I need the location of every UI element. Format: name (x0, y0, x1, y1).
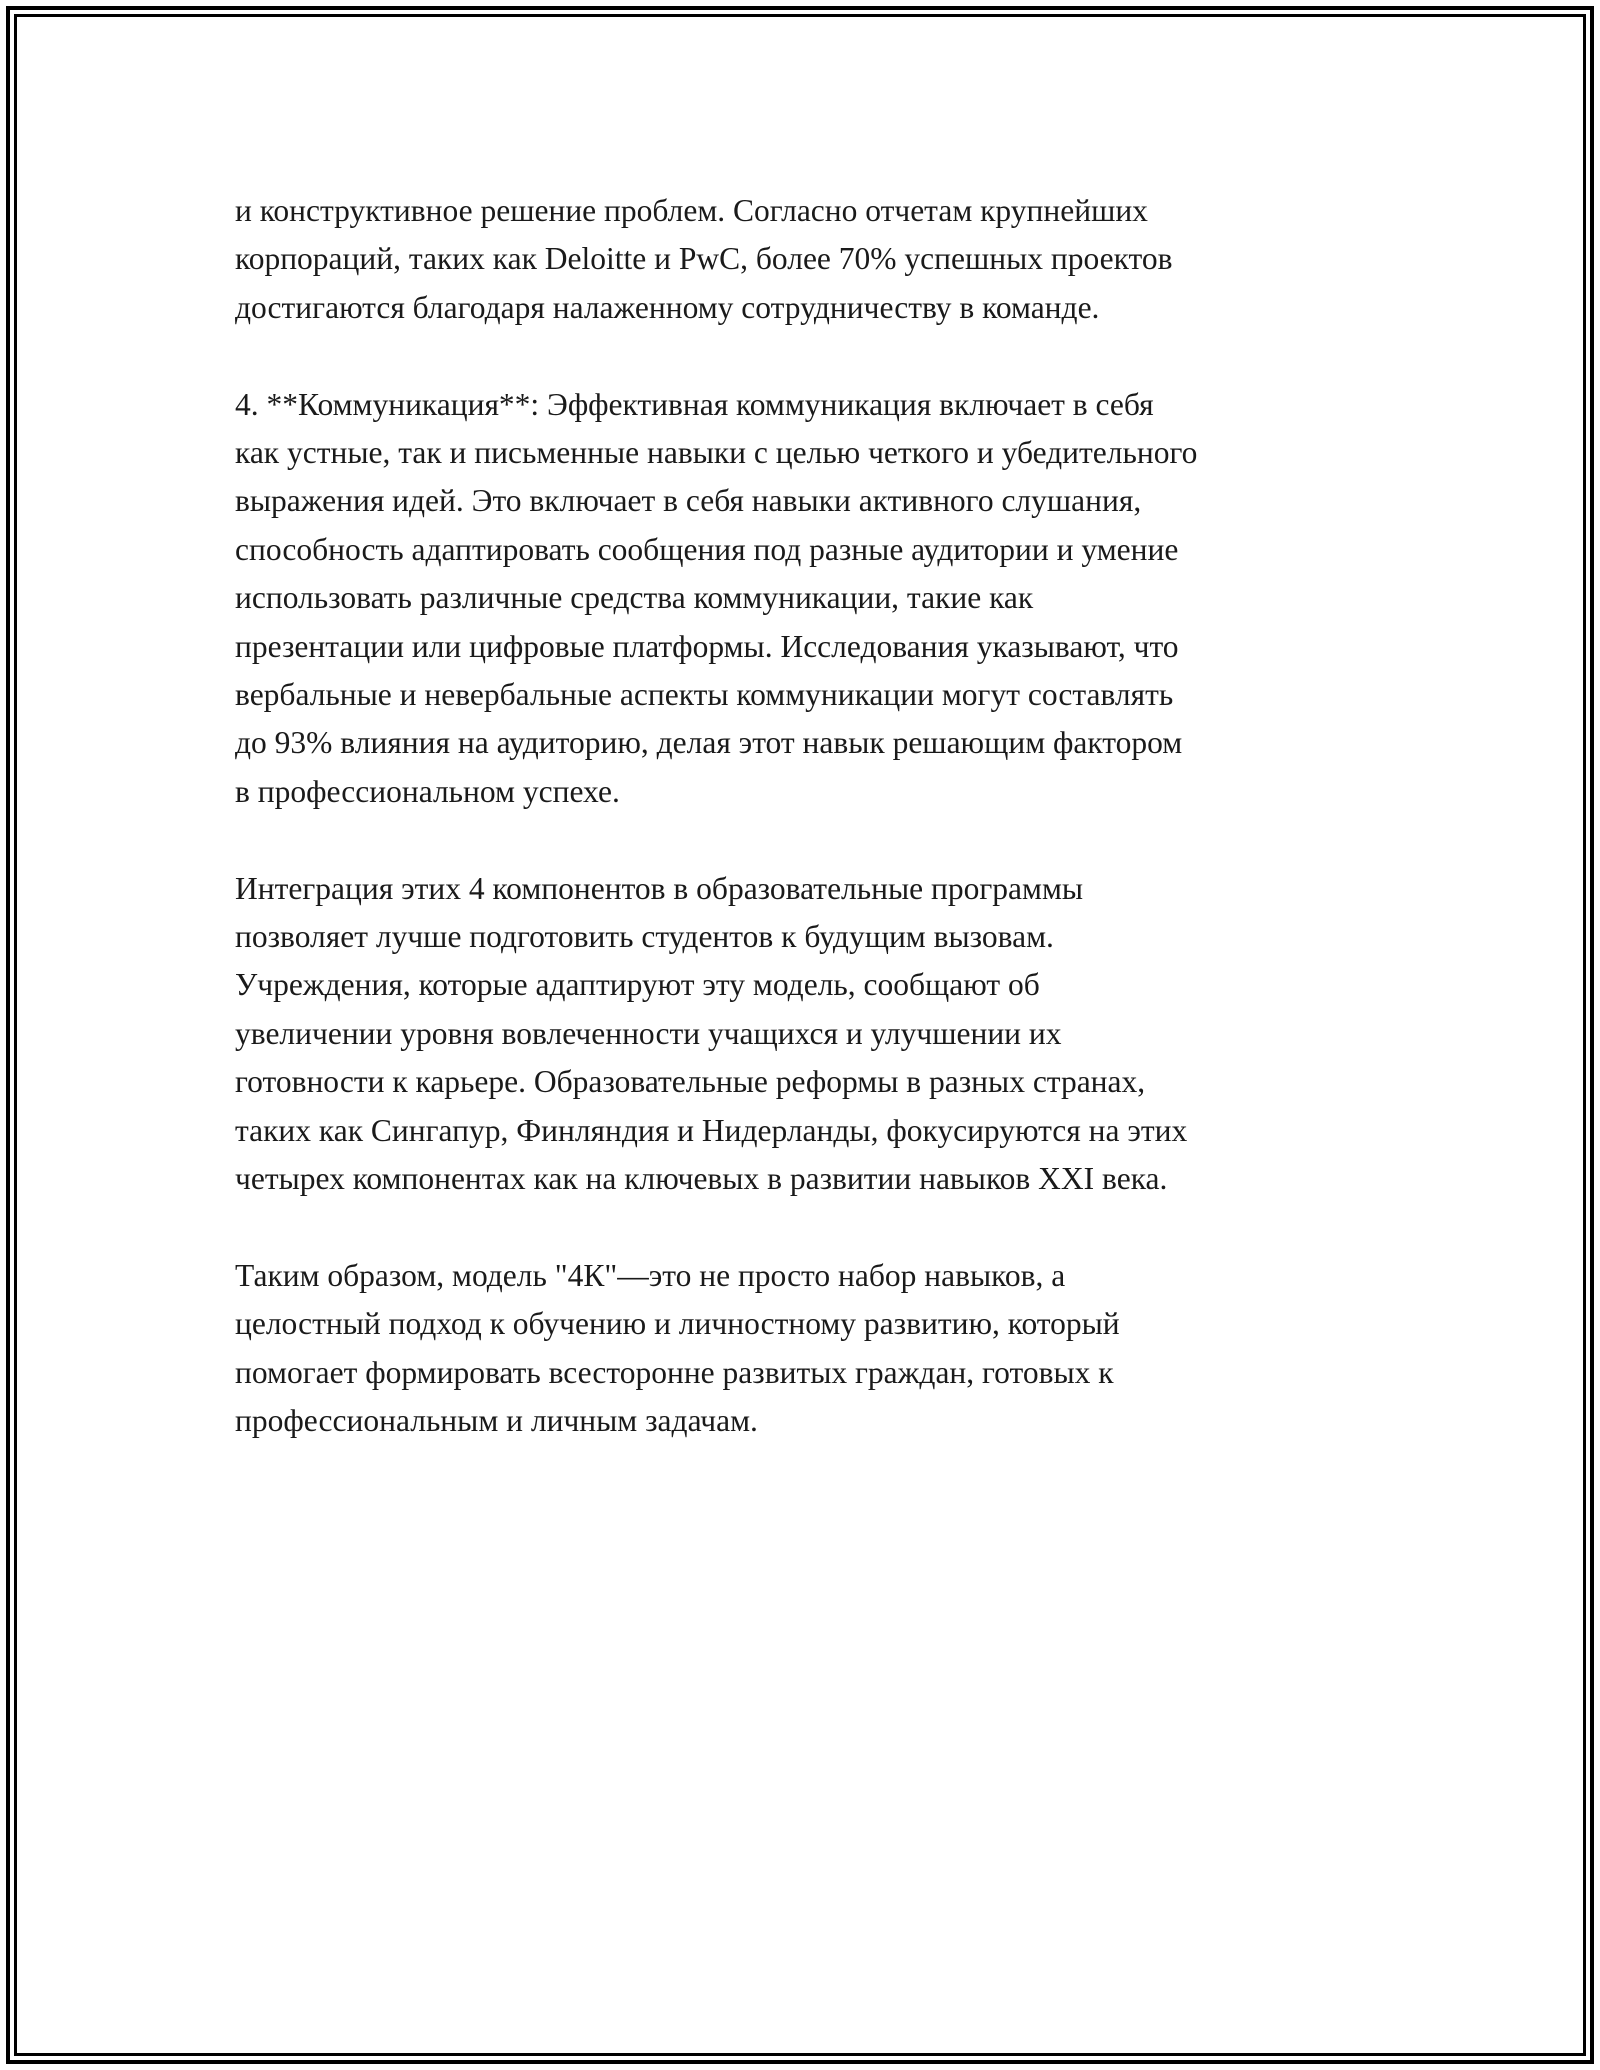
text-line: и конструктивное решение проблем. Согласно отчетам крупнейших (235, 193, 1148, 228)
paragraph-collaboration-conclusion (235, 187, 1375, 332)
text-line: профессиональным и личным задачам. (235, 1403, 758, 1439)
text-line: презентации или цифровые платформы. Исследования указывают, что (235, 628, 1179, 664)
text-line: 4. **Коммуникация**: Эффективная коммуникация включает в себя (235, 386, 1154, 422)
text-line: Таким образом, модель "4К"—это не просто набор навыков, а (235, 1257, 1066, 1293)
text-line: достигаются благодаря налаженному сотрудничеству в команде. (235, 289, 1100, 325)
text-line: в профессиональном успехе. (235, 773, 620, 809)
text-line: увеличении уровня вовлеченности учащихся и улучшении их (235, 1015, 1062, 1051)
text-line: вербальные и невербальные аспекты коммуникации могут составлять (235, 677, 1174, 713)
paragraph-communication (235, 381, 1375, 817)
document-body (235, 187, 1375, 1494)
text-line: четырех компонентах как на ключевых в развитии навыков XXI века. (235, 1161, 1168, 1197)
text-line: целостный подход к обучению и личностному развитию, который (235, 1306, 1120, 1342)
paragraph-integration (235, 865, 1375, 1204)
text-line: корпораций, таких как Deloitte и PwC, более 70% успешных проектов (235, 241, 1173, 277)
text-line: готовности к карьере. Образовательные реформы в разных странах, (235, 1064, 1146, 1100)
text-line: Учреждения, которые адаптируют эту модель, сообщают об (235, 967, 1040, 1003)
text-line: Интеграция этих 4 компонентов в образовательные программы (235, 870, 1084, 906)
paragraph-summary (235, 1252, 1375, 1446)
text-line: до 93% влияния на аудиторию, делая этот навык решающим фактором (235, 725, 1183, 761)
text-line: использовать различные средства коммуникации, такие как (235, 580, 1034, 616)
text-line: выражения идей. Это включает в себя навыки активного слушания, (235, 483, 1142, 519)
text-line: помогает формировать всесторонне развитых граждан, готовых к (235, 1354, 1114, 1390)
text-line: таких как Сингапур, Финляндия и Нидерланды, фокусируются на этих (235, 1112, 1188, 1148)
text-line: позволяет лучше подготовить студентов к будущим вызовам. (235, 919, 1054, 955)
text-line: способность адаптировать сообщения под разные аудитории и умение (235, 531, 1179, 567)
text-line: как устные, так и письменные навыки с целью четкого и убедительного (235, 435, 1198, 471)
